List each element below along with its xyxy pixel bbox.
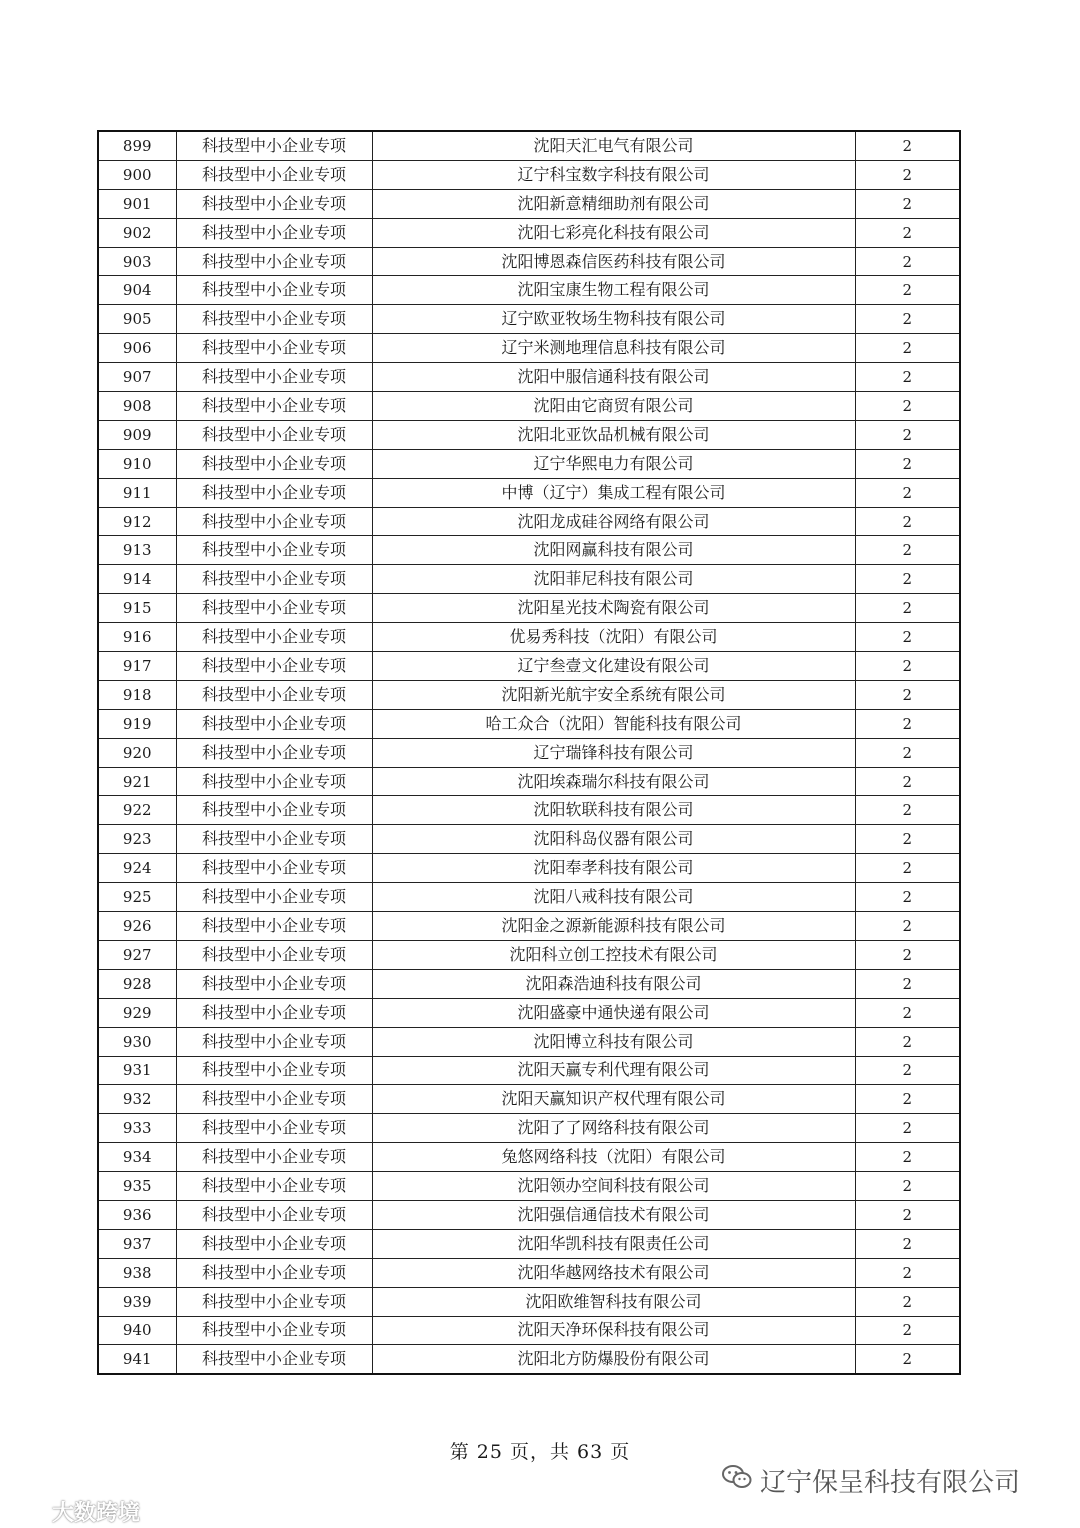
row-number: 913: [98, 536, 176, 565]
row-score: 2: [855, 1143, 960, 1172]
row-category: 科技型中小企业专项: [176, 131, 372, 160]
row-number: 919: [98, 709, 176, 738]
row-score: 2: [855, 767, 960, 796]
row-number: 933: [98, 1114, 176, 1143]
row-company-name: 沈阳软联科技有限公司: [372, 796, 855, 825]
source-watermark: [6, 1496, 140, 1527]
row-score: 2: [855, 131, 960, 160]
row-score: 2: [855, 998, 960, 1027]
row-company-name: 沈阳北方防爆股份有限公司: [372, 1345, 855, 1374]
table-row: [98, 1056, 960, 1085]
row-company-name: 沈阳七彩亮化科技有限公司: [372, 218, 855, 247]
table-row: [98, 536, 960, 565]
row-category: 科技型中小企业专项: [176, 1316, 372, 1345]
row-company-name: 沈阳奉孝科技有限公司: [372, 854, 855, 883]
row-number: 921: [98, 767, 176, 796]
row-company-name: 沈阳龙成硅谷网络有限公司: [372, 507, 855, 536]
row-number: 910: [98, 449, 176, 478]
row-company-name: 辽宁欧亚牧场生物科技有限公司: [372, 305, 855, 334]
table-row: [98, 883, 960, 912]
row-score: 2: [855, 1316, 960, 1345]
row-score: 2: [855, 1258, 960, 1287]
table-row: [98, 449, 960, 478]
row-number: 907: [98, 363, 176, 392]
row-company-name: 辽宁叁壹文化建设有限公司: [372, 652, 855, 681]
table-row: [98, 796, 960, 825]
row-company-name: 沈阳新光航宇安全系统有限公司: [372, 680, 855, 709]
row-company-name: 沈阳天汇电气有限公司: [372, 131, 855, 160]
row-score: 2: [855, 247, 960, 276]
table-row: [98, 160, 960, 189]
table-row: [98, 131, 960, 160]
row-score: 2: [855, 334, 960, 363]
table-row: [98, 652, 960, 681]
row-score: 2: [855, 276, 960, 305]
row-score: 2: [855, 420, 960, 449]
table-row: [98, 1027, 960, 1056]
row-number: 900: [98, 160, 176, 189]
row-number: 903: [98, 247, 176, 276]
row-category: 科技型中小企业专项: [176, 1258, 372, 1287]
row-score: 2: [855, 796, 960, 825]
row-score: 2: [855, 1172, 960, 1201]
row-category: 科技型中小企业专项: [176, 652, 372, 681]
row-number: 934: [98, 1143, 176, 1172]
weibo-icon: [6, 1497, 46, 1527]
row-category: 科技型中小企业专项: [176, 854, 372, 883]
row-number: 904: [98, 276, 176, 305]
row-category: 科技型中小企业专项: [176, 189, 372, 218]
row-number: 940: [98, 1316, 176, 1345]
row-company-name: 沈阳天赢专利代理有限公司: [372, 1056, 855, 1085]
row-number: 935: [98, 1172, 176, 1201]
table-row: [98, 1258, 960, 1287]
row-company-name: 沈阳菲尼科技有限公司: [372, 565, 855, 594]
row-category: 科技型中小企业专项: [176, 247, 372, 276]
row-number: 901: [98, 189, 176, 218]
row-category: 科技型中小企业专项: [176, 912, 372, 941]
row-score: 2: [855, 709, 960, 738]
table-row: [98, 1085, 960, 1114]
row-number: 908: [98, 392, 176, 421]
row-category: 科技型中小企业专项: [176, 1085, 372, 1114]
table-row: [98, 1345, 960, 1374]
row-company-name: 沈阳宝康生物工程有限公司: [372, 276, 855, 305]
row-company-name: 中博（辽宁）集成工程有限公司: [372, 478, 855, 507]
row-category: 科技型中小企业专项: [176, 565, 372, 594]
row-score: 2: [855, 1114, 960, 1143]
row-number: 930: [98, 1027, 176, 1056]
row-number: 914: [98, 565, 176, 594]
table-row: [98, 998, 960, 1027]
row-number: 941: [98, 1345, 176, 1374]
row-company-name: 沈阳博立科技有限公司: [372, 1027, 855, 1056]
row-score: 2: [855, 218, 960, 247]
row-category: 科技型中小企业专项: [176, 969, 372, 998]
row-company-name: 辽宁瑞锋科技有限公司: [372, 738, 855, 767]
row-category: 科技型中小企业专项: [176, 594, 372, 623]
table-row: [98, 565, 960, 594]
row-number: 927: [98, 940, 176, 969]
row-score: 2: [855, 883, 960, 912]
row-company-name: 兔悠网络科技（沈阳）有限公司: [372, 1143, 855, 1172]
row-category: 科技型中小企业专项: [176, 536, 372, 565]
row-number: 931: [98, 1056, 176, 1085]
row-number: 938: [98, 1258, 176, 1287]
page-footer: 第 25 页，共 63 页: [449, 1441, 631, 1463]
table-row: [98, 709, 960, 738]
row-number: 923: [98, 825, 176, 854]
row-company-name: 沈阳领办空间科技有限公司: [372, 1172, 855, 1201]
row-score: 2: [855, 536, 960, 565]
row-company-name: 沈阳博恩森信医药科技有限公司: [372, 247, 855, 276]
table-row: [98, 334, 960, 363]
row-company-name: 沈阳科岛仪器有限公司: [372, 825, 855, 854]
table-row: [98, 1200, 960, 1229]
table-row: [98, 1143, 960, 1172]
row-score: 2: [855, 738, 960, 767]
row-category: 科技型中小企业专项: [176, 738, 372, 767]
row-category: 科技型中小企业专项: [176, 305, 372, 334]
table-row: [98, 825, 960, 854]
row-score: 2: [855, 1287, 960, 1316]
row-company-name: 辽宁米测地理信息科技有限公司: [372, 334, 855, 363]
row-number: 922: [98, 796, 176, 825]
row-category: 科技型中小企业专项: [176, 392, 372, 421]
table-row: [98, 594, 960, 623]
row-number: 928: [98, 969, 176, 998]
row-category: 科技型中小企业专项: [176, 478, 372, 507]
row-number: 899: [98, 131, 176, 160]
row-number: 906: [98, 334, 176, 363]
table-row: [98, 912, 960, 941]
row-score: 2: [855, 594, 960, 623]
table-body: [98, 131, 960, 1374]
row-category: 科技型中小企业专项: [176, 420, 372, 449]
table-row: [98, 1316, 960, 1345]
row-number: 932: [98, 1085, 176, 1114]
row-company-name: 沈阳网赢科技有限公司: [372, 536, 855, 565]
row-score: 2: [855, 1200, 960, 1229]
row-company-name: 沈阳森浩迪科技有限公司: [372, 969, 855, 998]
row-company-name: 沈阳天净环保科技有限公司: [372, 1316, 855, 1345]
row-number: 911: [98, 478, 176, 507]
row-category: 科技型中小企业专项: [176, 218, 372, 247]
row-company-name: 沈阳金之源新能源科技有限公司: [372, 912, 855, 941]
row-number: 939: [98, 1287, 176, 1316]
row-score: 2: [855, 160, 960, 189]
row-category: 科技型中小企业专项: [176, 998, 372, 1027]
table-row: [98, 969, 960, 998]
row-company-name: 辽宁华熙电力有限公司: [372, 449, 855, 478]
row-category: 科技型中小企业专项: [176, 767, 372, 796]
row-category: 科技型中小企业专项: [176, 363, 372, 392]
table-row: [98, 363, 960, 392]
row-score: 2: [855, 1345, 960, 1374]
row-company-name: 沈阳北亚饮品机械有限公司: [372, 420, 855, 449]
row-number: 912: [98, 507, 176, 536]
row-category: 科技型中小企业专项: [176, 1200, 372, 1229]
row-score: 2: [855, 1027, 960, 1056]
row-number: 916: [98, 623, 176, 652]
row-score: 2: [855, 652, 960, 681]
row-category: 科技型中小企业专项: [176, 334, 372, 363]
table-row: [98, 189, 960, 218]
row-score: 2: [855, 1085, 960, 1114]
row-company-name: 沈阳由它商贸有限公司: [372, 392, 855, 421]
row-category: 科技型中小企业专项: [176, 1056, 372, 1085]
row-score: 2: [855, 969, 960, 998]
row-score: 2: [855, 912, 960, 941]
row-category: 科技型中小企业专项: [176, 1287, 372, 1316]
row-company-name: 沈阳新意精细助剂有限公司: [372, 189, 855, 218]
row-category: 科技型中小企业专项: [176, 449, 372, 478]
row-score: 2: [855, 478, 960, 507]
wechat-icon: [722, 1464, 752, 1497]
row-score: 2: [855, 623, 960, 652]
row-company-name: 沈阳华凯科技有限责任公司: [372, 1229, 855, 1258]
table-row: [98, 478, 960, 507]
row-company-name: 哈工众合（沈阳）智能科技有限公司: [372, 709, 855, 738]
row-score: 2: [855, 1229, 960, 1258]
row-score: 2: [855, 449, 960, 478]
row-category: 科技型中小企业专项: [176, 883, 372, 912]
table-row: [98, 623, 960, 652]
table-row: [98, 1229, 960, 1258]
row-category: 科技型中小企业专项: [176, 1345, 372, 1374]
row-category: 科技型中小企业专项: [176, 160, 372, 189]
table-row: [98, 507, 960, 536]
row-number: 905: [98, 305, 176, 334]
row-category: 科技型中小企业专项: [176, 709, 372, 738]
row-number: 918: [98, 680, 176, 709]
row-number: 902: [98, 218, 176, 247]
row-score: 2: [855, 940, 960, 969]
row-number: 909: [98, 420, 176, 449]
table-row: [98, 738, 960, 767]
row-score: 2: [855, 1056, 960, 1085]
table-row: [98, 1114, 960, 1143]
row-company-name: 沈阳了了网络科技有限公司: [372, 1114, 855, 1143]
row-category: 科技型中小企业专项: [176, 1229, 372, 1258]
row-number: 920: [98, 738, 176, 767]
row-category: 科技型中小企业专项: [176, 1172, 372, 1201]
table-row: [98, 854, 960, 883]
table-row: [98, 1172, 960, 1201]
table-row: [98, 420, 960, 449]
row-number: 936: [98, 1200, 176, 1229]
table-row: [98, 305, 960, 334]
row-number: 925: [98, 883, 176, 912]
table-row: [98, 1287, 960, 1316]
row-score: 2: [855, 825, 960, 854]
table-row: [98, 247, 960, 276]
row-number: 924: [98, 854, 176, 883]
row-number: 929: [98, 998, 176, 1027]
table-row: [98, 940, 960, 969]
row-category: 科技型中小企业专项: [176, 1027, 372, 1056]
row-category: 科技型中小企业专项: [176, 507, 372, 536]
row-company-name: 辽宁科宝数字科技有限公司: [372, 160, 855, 189]
row-company-name: 沈阳八戒科技有限公司: [372, 883, 855, 912]
row-category: 科技型中小企业专项: [176, 276, 372, 305]
row-company-name: 沈阳中服信通科技有限公司: [372, 363, 855, 392]
row-company-name: 沈阳强信通信技术有限公司: [372, 1200, 855, 1229]
row-number: 937: [98, 1229, 176, 1258]
row-category: 科技型中小企业专项: [176, 1143, 372, 1172]
row-score: 2: [855, 507, 960, 536]
table-row: [98, 392, 960, 421]
table-row: [98, 767, 960, 796]
row-company-name: 沈阳天赢知识产权代理有限公司: [372, 1085, 855, 1114]
row-category: 科技型中小企业专项: [176, 825, 372, 854]
table-row: [98, 680, 960, 709]
row-score: 2: [855, 565, 960, 594]
row-score: 2: [855, 392, 960, 421]
source-name: 大数跨境: [52, 1501, 141, 1526]
row-category: 科技型中小企业专项: [176, 680, 372, 709]
row-score: 2: [855, 680, 960, 709]
row-score: 2: [855, 854, 960, 883]
row-number: 917: [98, 652, 176, 681]
wechat-account-name: 辽宁保呈科技有限公司: [760, 1468, 1021, 1498]
row-number: 926: [98, 912, 176, 941]
row-category: 科技型中小企业专项: [176, 796, 372, 825]
row-company-name: 沈阳埃森瑞尔科技有限公司: [372, 767, 855, 796]
table-row: [98, 276, 960, 305]
row-company-name: 沈阳欧维智科技有限公司: [372, 1287, 855, 1316]
row-category: 科技型中小企业专项: [176, 940, 372, 969]
table-row: [98, 218, 960, 247]
row-category: 科技型中小企业专项: [176, 623, 372, 652]
row-company-name: 沈阳华越网络技术有限公司: [372, 1258, 855, 1287]
company-list-table: [97, 130, 961, 1375]
row-company-name: 沈阳科立创工控技术有限公司: [372, 940, 855, 969]
row-score: 2: [855, 363, 960, 392]
row-company-name: 沈阳星光技术陶瓷有限公司: [372, 594, 855, 623]
row-score: 2: [855, 305, 960, 334]
row-company-name: 沈阳盛豪中通快递有限公司: [372, 998, 855, 1027]
row-category: 科技型中小企业专项: [176, 1114, 372, 1143]
row-number: 915: [98, 594, 176, 623]
row-score: 2: [855, 189, 960, 218]
wechat-watermark: [722, 1462, 1020, 1499]
row-company-name: 优易秀科技（沈阳）有限公司: [372, 623, 855, 652]
